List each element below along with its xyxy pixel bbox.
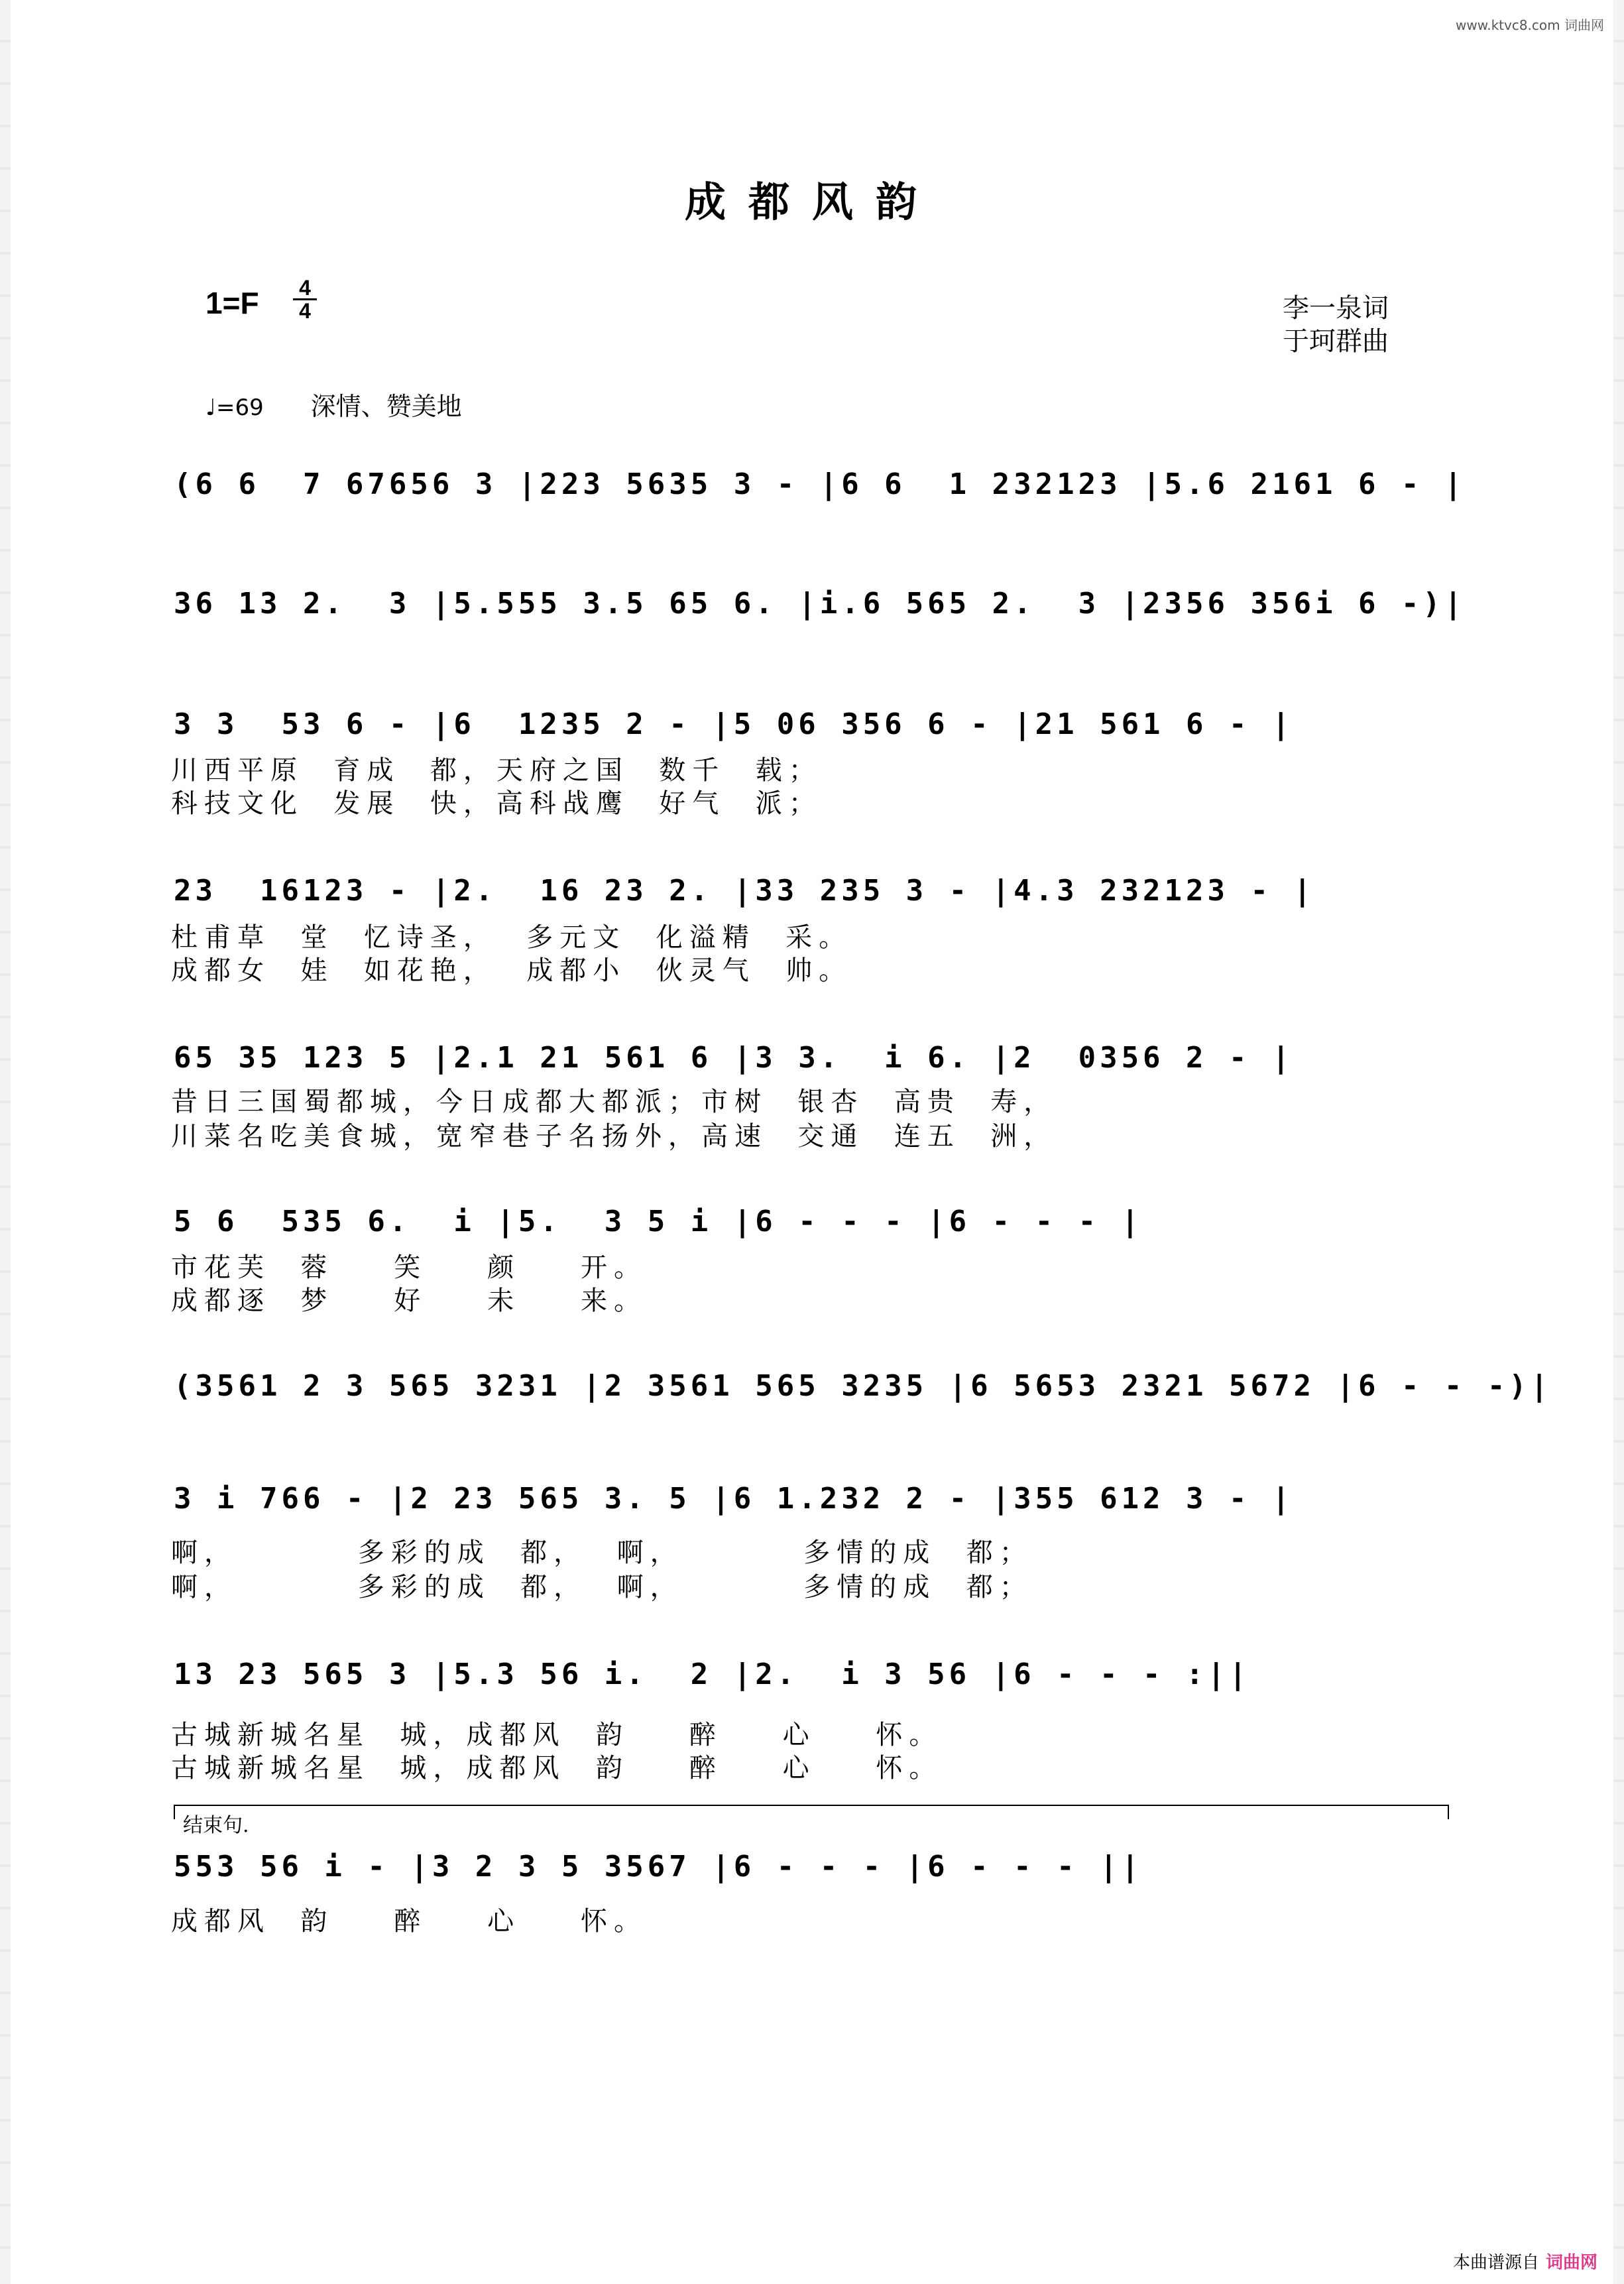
lyric-line: 成都女 娃 如花艳， 成都小 伙灵气 帅。 [171,955,852,986]
notation: 3 i 766 - |2 23 565 3. 5 |6 1.232 2 - |355 612 3 - | [174,1482,1294,1516]
lyric-line: 啊， 多彩的成 都， 啊， 多情的成 都； [171,1572,1033,1602]
notation: 553 56 i - |3 2 3 5 3567 |6 - - - |6 - - - || [174,1850,1143,1884]
score-row [174,587,1466,646]
lyric-line: 古城新城名星 城，成都风 韵 醉 心 怀。 [171,1753,943,1783]
notation: 5 6 535 6. i |5. 3 5 i |6 - - - |6 - - - | [174,1205,1143,1238]
lyric-line: 科技文化 发展 快，高科战鹰 好气 派； [171,788,822,819]
score-row [174,1369,1552,1429]
credits [1283,292,1389,358]
ending-label: 结束句. [183,1814,249,1837]
notation: 36 13 2. 3 |5.555 3.5 65 6. |i.6 565 2. 3 |2356 356i 6 -)| [174,587,1466,621]
song-title: 成都风韵 [684,178,939,226]
lyric-line: 杜甫草 堂 忆诗圣， 多元文 化溢精 采。 [171,922,852,953]
lyric-line: 川菜名吃美食城，宽窄巷子名扬外，高速 交通 连五 洲， [171,1121,1057,1152]
meter-denominator: 4 [299,299,311,323]
ending-bracket [174,1805,1449,1819]
tempo-mood: 深情、赞美地 [310,392,462,421]
composer: 于珂群曲 [1283,326,1389,357]
tempo-bpm: ♩=69 [205,394,264,421]
lyric-line: 川西平原 育成 都，天府之国 数千 载； [171,755,822,786]
meter-numerator: 4 [293,277,317,300]
site-note: www.ktvc8.com 词曲网 [1455,17,1604,33]
score-row [174,1657,1452,1717]
lyric-line: 啊， 多彩的成 都， 啊， 多情的成 都； [171,1537,1033,1568]
lyric-line: 昔日三国蜀都城，今日成都大都派；市树 银杏 高贵 寿， [171,1087,1057,1117]
lyric-line: 市花芙 蓉 笑 颜 开。 [171,1252,648,1283]
lyricist: 李一泉词 [1283,293,1389,324]
notation: 3 3 53 6 - |6 1235 2 - |5 06 356 6 - |21 561 6 - | [174,707,1294,741]
lyric-line: 成都逐 梦 好 未 来。 [171,1286,648,1316]
notation: (3561 2 3 565 3231 |2 3561 565 3235 |6 5653 2321 5672 |6 - - -)| [174,1369,1552,1403]
left-border [0,0,11,2284]
tempo-marking [205,386,462,422]
time-signature [293,277,317,322]
lyric-line: 古城新城名星 城，成都风 韵 醉 心 怀。 [171,1720,943,1750]
right-border [1613,0,1624,2284]
score-row [174,467,1466,527]
lyric-line: 成都风 韵 醉 心 怀。 [171,1906,648,1937]
key-signature: 1=F [205,286,259,320]
footer-brand[interactable]: 词曲网 [1545,2253,1597,2273]
notation: 13 23 565 3 |5.3 56 i. 2 |2. i 3 56 |6 - - - :|| [174,1657,1251,1691]
footer-source: 本曲谱源自 [1452,2253,1539,2273]
footer [1453,2249,1597,2273]
notation: 23 16123 - |2. 16 23 2. |33 235 3 - |4.3 232123 - | [174,874,1315,908]
notation: 65 35 123 5 |2.1 21 561 6 |3 3. i 6. |2 0356 2 - | [174,1041,1294,1075]
notation: (6 6 7 67656 3 |223 5635 3 - |6 6 1 232123 |5.6 2161 6 - | [174,467,1466,501]
